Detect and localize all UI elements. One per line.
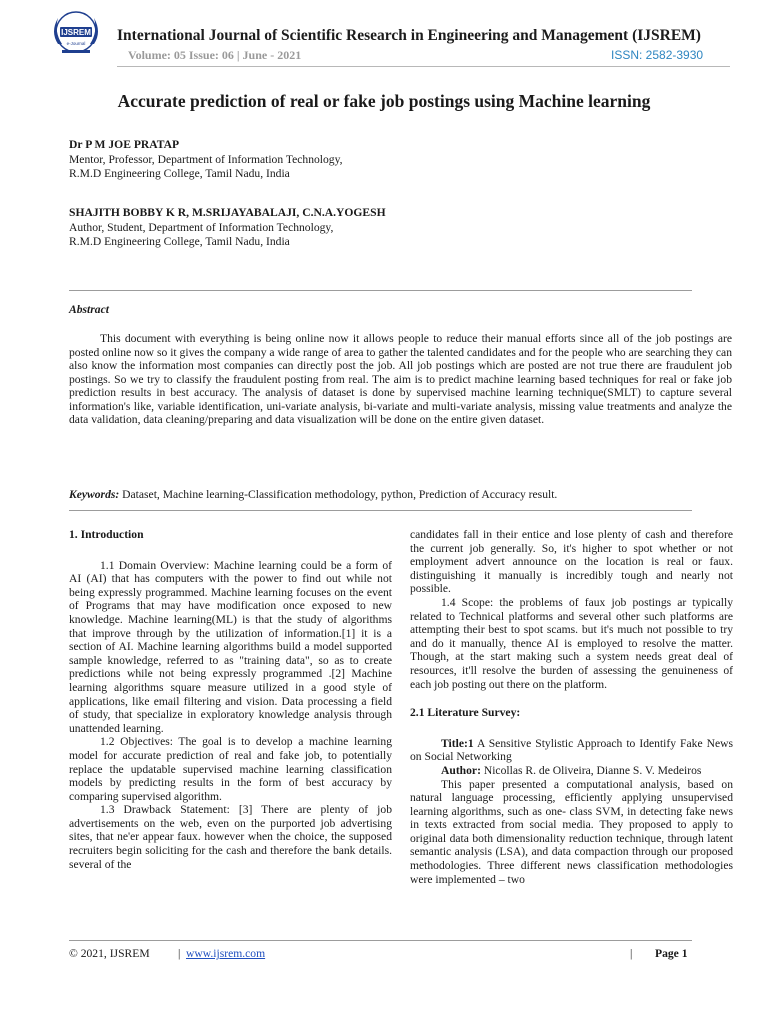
author-block-1 bbox=[69, 138, 343, 182]
journal-logo bbox=[44, 10, 108, 60]
paragraph: 1.3 Drawback Statement: [3] There are plenty of job advertisements on the web, even on the purported job advertising sites, that ne'er appear faux. however when the choice, the supposed recruiters begin soliciting for the cash and therefore the bank details. several of the bbox=[69, 803, 392, 871]
header-rule bbox=[117, 66, 730, 67]
section-rule bbox=[69, 290, 692, 291]
volume-issue-line: Volume: 05 Issue: 06 | June - 2021 bbox=[128, 48, 302, 62]
author-affiliation: R.M.D Engineering College, Tamil Nadu, India bbox=[69, 235, 290, 249]
journal-title: International Journal of Scientific Research in Engineering and Management (IJSREM) bbox=[117, 27, 701, 44]
paragraph: 1.2 Objectives: The goal is to develop a machine learning model for accurate prediction of real and fake job, to potentially replace the updatable supervised machine learning classification models by predicting results in the form of best accuracy by comparing supervised algorithm. bbox=[69, 735, 392, 803]
footer-website-link[interactable]: www.ijsrem.com bbox=[186, 947, 266, 960]
paragraph: 1.1 Domain Overview: Machine learning could be a form of AI (AI) that has computers with the power to find out while not being expressly programmed. Machine learning focuses on the event of Programs that may have modification once exposed to new knowledge. Machine learning(ML) is that the study of algorithms that improve through by the utilization of information.[1] it is a section of AI. Machine learning algorithms build a model supported sample knowledge, referred to as "training data", so as to create predictions while not being expressly programmed .[2] Machine learning algorithms square measure utilized in a good style of applications, like email filtering and vision. Data processing a field of study, that specialize in exploratory knowledge analysis through unattended learning. bbox=[69, 558, 392, 735]
author-name: SHAJITH BOBBY K R, M.SRIJAYABALAJI, C.N.A.YOGESH bbox=[69, 206, 386, 219]
section-heading: 1. Introduction bbox=[69, 528, 144, 541]
author-affiliation: Mentor, Professor, Department of Information Technology, bbox=[69, 152, 343, 166]
paragraph: This paper presented a computational analysis, based on natural language processing, efficiently applying unsupervised learning algorithms, such as one- class SVM, in detecting fake news in texts extracted from social media. They proposed to apply to original data both dimensionality reduction technique, through latent semantic analysis (LSA), and data compaction through our proposed methodologies. Three different news classification methodologies were implemented – two bbox=[410, 777, 733, 886]
author-text: Nicollas R. de Oliveira, Dianne S. V. Medeiros bbox=[480, 763, 702, 777]
keywords-text: Dataset, Machine learning-Classification methodology, python, Prediction of Accuracy result. bbox=[119, 488, 558, 501]
footer-separator: | bbox=[178, 947, 181, 960]
footer-rule bbox=[69, 940, 692, 941]
logo-subtext: e-Journal bbox=[66, 41, 86, 46]
section-heading: 2.1 Literature Survey: bbox=[410, 706, 521, 720]
abstract-text: This document with everything is being online now it allows people to reduce their manual efforts since all of the job postings are posted online now so it gives the company a wide range of area to gather the talented candidates and for the people who are searching they can also know the information most companies can directly post the job. All job postings which are posted are not true there are fraudulent job postings. So we try to classify the fraudulent posting from real. The aim is to predict machine learning based techniques for real or fake job prediction results in best accuracy. The analysis of dataset is done by supervised machine learning technique(SMLT) to capture several information's like, variable identification, uni-variate analysis, bi-variate and multi-variate analysis, missing value treatments and analyze the data validation, data cleaning/preparing and data visualization will be done on the entire given dataset. bbox=[69, 332, 732, 426]
abstract-heading: Abstract bbox=[69, 303, 109, 316]
title-label: Title:1 bbox=[441, 736, 474, 750]
page-number: Page 1 bbox=[655, 947, 688, 960]
section-rule bbox=[69, 510, 692, 511]
paper-title: Accurate prediction of real or fake job postings using Machine learning bbox=[117, 91, 651, 111]
author-label: Author: bbox=[441, 763, 481, 777]
author-block-2 bbox=[69, 206, 386, 250]
author-affiliation: R.M.D Engineering College, Tamil Nadu, India bbox=[69, 167, 290, 181]
reference-title bbox=[410, 737, 733, 764]
title-text: A Sensitive Stylistic Approach to Identify Fake News on Social Networking bbox=[410, 736, 733, 764]
paragraph: 1.4 Scope: the problems of faux job postings ar typically related to Technical platforms and several other such platforms are attempting their best to spot scams. but it's much not possible to try and do it manually, thence AI is employed to resolve the matter. Though, at the start making such a system needs great deal of resources, it'll resolve the burden of assessing the genuineness of each job posting out there on the platform. bbox=[410, 595, 733, 691]
logo-text: IJSREM bbox=[61, 28, 91, 37]
footer-copyright: © 2021, IJSREM bbox=[69, 947, 150, 960]
issn: ISSN: 2582-3930 bbox=[611, 48, 704, 62]
keywords-label: Keywords: bbox=[69, 488, 120, 501]
keywords bbox=[69, 488, 557, 501]
paragraph: candidates fall in their entice and lose plenty of cash and therefore the current job generally. So, it's higher to spot whether or not employment advert announce on the location is real or faux. distinguishing it manually is incredibly tough and nearly not possible. bbox=[410, 528, 733, 596]
right-column bbox=[410, 528, 733, 886]
author-affiliation: Author, Student, Department of Information Technology, bbox=[69, 220, 334, 234]
footer-separator: | bbox=[630, 947, 633, 960]
reference-author bbox=[410, 764, 733, 778]
author-name: Dr P M JOE PRATAP bbox=[69, 138, 180, 151]
left-column bbox=[69, 528, 392, 871]
